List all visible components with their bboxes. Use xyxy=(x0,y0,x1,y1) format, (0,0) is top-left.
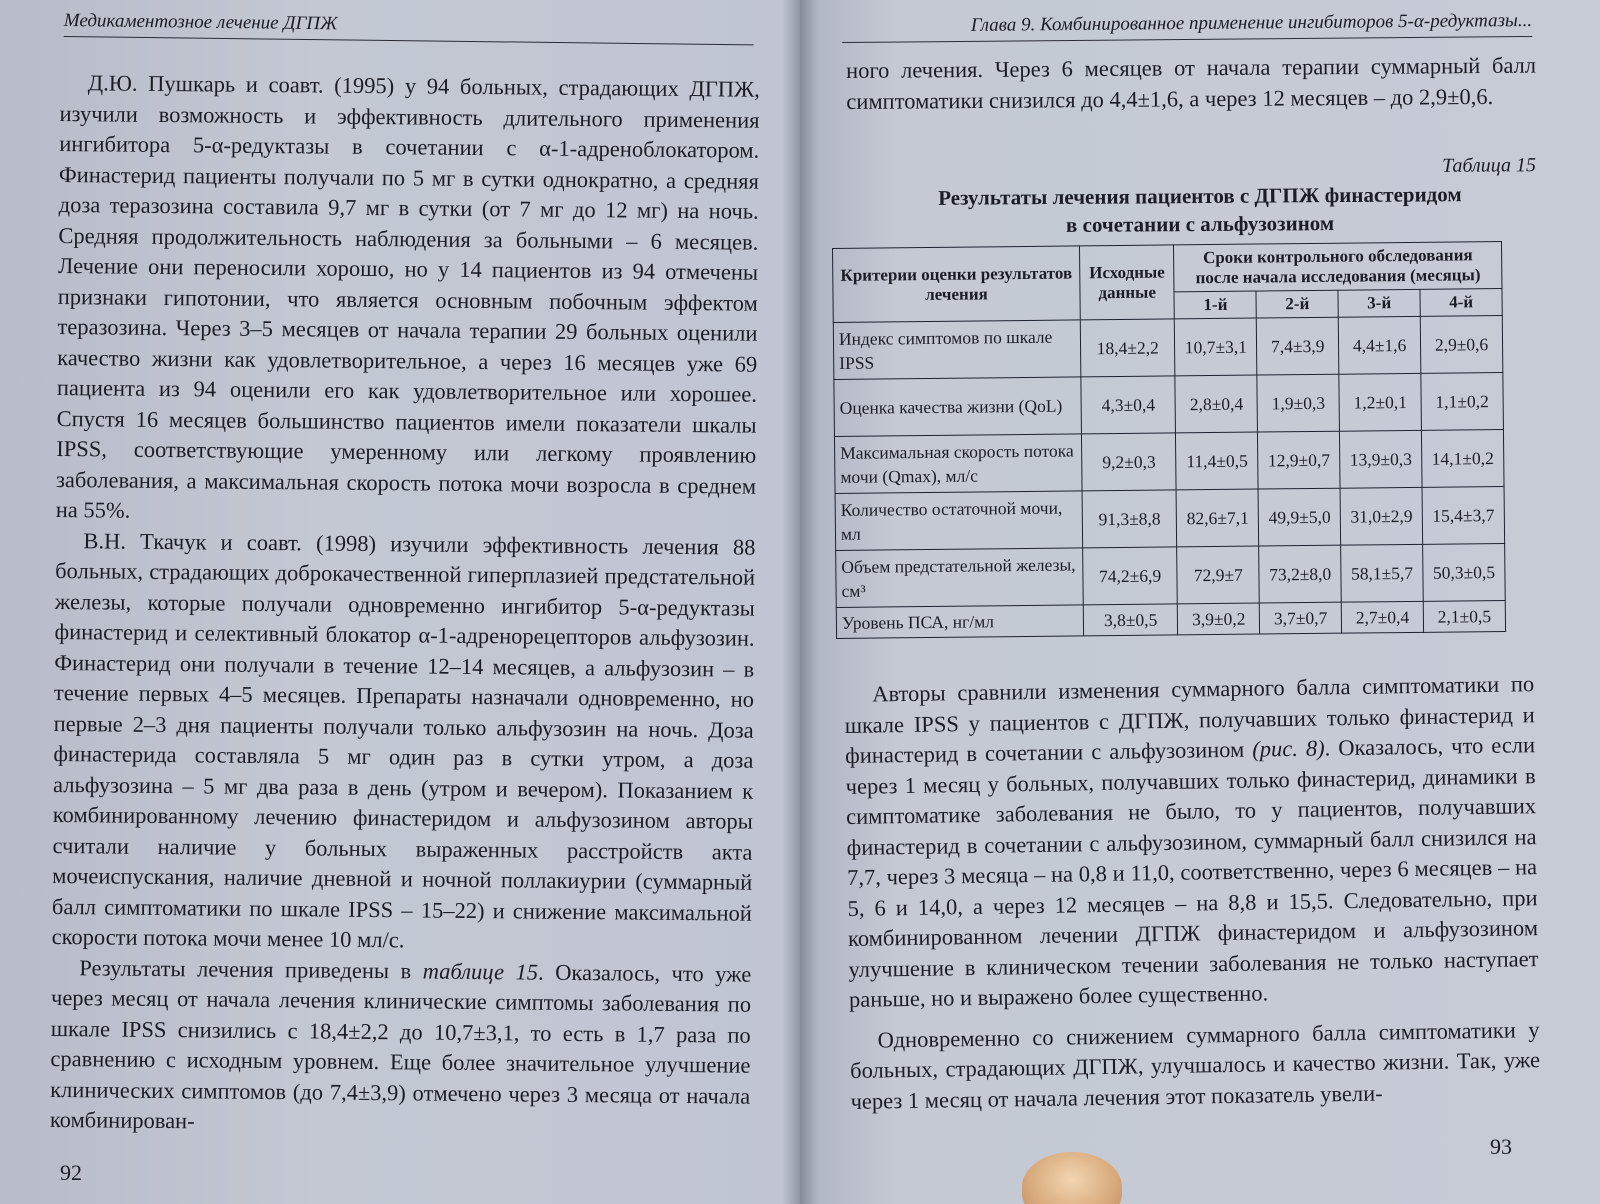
left-paragraph-3-end: . Оказалось, что уже через месяц от начала лечения клинические симптомы заболевания по шкале IPSS снизились с 18,4±2,2 до 10,7±3,1, то есть в 1,7 раза по сравнению с исходным уровнем. Еще более значительное улучшение клинических симптомов (до 7,4±3,9) отмечено через 3 месяца от начала комбинирован- xyxy=(49,959,752,1134)
row-month-3: 1,2±0,1 xyxy=(1339,373,1421,431)
figure-reference: (рис. 8) xyxy=(1252,735,1325,762)
left-paragraph-3 xyxy=(50,952,752,1142)
table-title-line-1: Результаты лечения пациентов с ДГПЖ финастеридом xyxy=(938,182,1462,210)
header-month-4: 4-й xyxy=(1420,288,1502,316)
left-running-head: Медикаментозное лечение ДГПЖ xyxy=(64,10,754,45)
left-paragraph-3-start: Результаты лечения приведены в xyxy=(79,954,423,984)
book-gutter xyxy=(782,0,818,1204)
left-paragraph-2: В.Н. Ткачук и соавт. (1998) изучили эффективность лечения 88 больных, страдающих доброкачественной гиперплазией предстательной железы, которые получали одновременно ингибитор 5-α-редуктазы финастерид и селективный блокатор α-1-адренорецепторов альфузозин. Финастерид они получали в течение 12–14 месяцев, а альфузозин – в течение первых 4–5 месяцев. Препараты назначали одновременно, но первые 2–3 дня пациенты получали только альфузозин на ночь. Доза финастерида составляла 5 мг один раз в сутки утром, а доза альфузозина – 5 мг два раза в день (утром и вечером). Показанием к комбинированному лечению финастеридом и альфузозином авторы считали наличие у больных выраженных расстройств акта мочеиспускания, наличие дневной и ночной поллакиурии (суммарный балл симптоматики по шкале IPSS – 15–22) и снижение максимальной скорости потока мочи менее 10 мл/с. xyxy=(51,527,756,953)
table-row xyxy=(834,372,1504,436)
right-bottom-text xyxy=(844,669,1541,1117)
header-month-1: 1-й xyxy=(1174,291,1256,319)
row-month-1: 82,6±7,1 xyxy=(1176,489,1258,547)
header-month-2: 2-й xyxy=(1256,290,1338,318)
row-baseline: 4,3±0,4 xyxy=(1081,376,1176,434)
row-month-1: 3,9±0,2 xyxy=(1178,603,1260,635)
row-baseline: 91,3±8,8 xyxy=(1082,490,1177,548)
table-title-line-2: в сочетании с альфузозином xyxy=(1065,211,1335,237)
header-baseline: Исходные данные xyxy=(1079,245,1174,320)
row-criterion: Объем предстательной железы, см³ xyxy=(836,548,1084,608)
header-followup: Сроки контрольного обследования после начала исследования (месяцы) xyxy=(1174,241,1502,291)
header-criteria: Критерии оценки результатов лечения xyxy=(833,246,1081,323)
table-row xyxy=(836,600,1505,638)
row-month-1: 10,7±3,1 xyxy=(1175,318,1257,376)
row-month-4: 1,1±0,2 xyxy=(1421,372,1504,430)
row-criterion: Уровень ПСА, нг/мл xyxy=(836,605,1083,639)
row-month-3: 31,0±2,9 xyxy=(1340,487,1422,545)
row-month-2: 73,2±8,0 xyxy=(1259,545,1341,603)
row-month-2: 7,4±3,9 xyxy=(1257,317,1339,375)
row-month-1: 11,4±0,5 xyxy=(1176,432,1258,490)
row-criterion: Количество остаточной мочи, мл xyxy=(835,491,1083,551)
right-paragraph-1-start: Авторы сравнили изменения суммарного балла симптоматики по шкале IPSS у пациентов с ДГПЖ, получавших только финастерид и финастерид в сочетании с альфузозином xyxy=(844,671,1535,768)
row-baseline: 3,8±0,5 xyxy=(1083,604,1178,636)
table-row xyxy=(835,486,1505,550)
left-body-text xyxy=(50,68,760,1142)
right-paragraph-1 xyxy=(844,669,1539,1015)
row-criterion: Оценка качества жизни (QoL) xyxy=(834,377,1082,437)
row-criterion: Индекс симптомов по шкале IPSS xyxy=(833,320,1081,380)
row-month-3: 13,9±0,3 xyxy=(1340,430,1422,488)
right-page-number: 93 xyxy=(1490,1134,1512,1159)
header-month-3: 3-й xyxy=(1338,289,1420,317)
row-month-1: 72,9±7 xyxy=(1177,546,1259,604)
row-month-4: 2,1±0,5 xyxy=(1423,600,1505,632)
row-month-3: 2,7±0,4 xyxy=(1341,601,1423,633)
row-month-4: 14,1±0,2 xyxy=(1422,429,1505,487)
row-month-2: 49,9±5,0 xyxy=(1258,488,1340,546)
row-month-2: 1,9±0,3 xyxy=(1257,374,1339,432)
left-page-number: 92 xyxy=(60,1160,82,1185)
row-month-4: 15,4±3,7 xyxy=(1422,486,1505,544)
row-baseline: 74,2±6,9 xyxy=(1083,547,1178,605)
fingertip xyxy=(1022,1152,1122,1204)
results-table xyxy=(832,241,1506,639)
table-label: Таблица 15 xyxy=(1441,154,1537,177)
right-paragraph-2: Одновременно со снижением суммарного балла симптоматики у больных, страдающих ДГПЖ, улучшалось и качество жизни. Так, уже через 1 месяц от начала лечения этот показатель увели- xyxy=(849,1016,1541,1114)
table-reference: таблице 15 xyxy=(422,958,539,985)
right-paragraph-1-end: . Оказалось, что если через 1 месяц у больных, получавших только финастерид, динамики в симптоматике заболевания не было, то у пациентов, получавших финастерид в сочетании с альфузозином, суммарный балл снизился на 7,7, через 3 месяца – на 0,8 и 11,0, соответственно, через 6 месяцев – на 5, 6 и 14,0, а через 12 месяцев – на 8,8 и 15,5. Следовательно, при комбинированном лечении ДГПЖ финастеридом и альфузозином улучшение в клиническом течении заболевания не только наступает раньше, но и выражено более существенно. xyxy=(845,732,1539,1012)
right-top-paragraph: ного лечения. Через 6 месяцев от начала терапии суммарный балл симптоматики снизился до 4,4±1,6, а через 12 месяцев – до 2,9±0,6. xyxy=(846,52,1537,114)
table-row xyxy=(836,543,1506,607)
row-month-1: 2,8±0,4 xyxy=(1175,375,1257,433)
row-month-3: 4,4±1,6 xyxy=(1338,316,1420,374)
right-page xyxy=(800,0,1600,1204)
right-running-head: Глава 9. Комбинированное применение ингибиторов 5-α-редуктазы... xyxy=(842,10,1532,43)
row-month-2: 3,7±0,7 xyxy=(1260,602,1342,634)
row-baseline: 18,4±2,2 xyxy=(1080,319,1175,377)
table-row xyxy=(833,315,1503,379)
row-month-2: 12,9±0,7 xyxy=(1258,431,1340,489)
left-paragraph-1: Д.Ю. Пушкарь и соавт. (1995) у 94 больных, страдающих ДГПЖ, изучили возможность и эффективность длительного применения ингибитора 5-α-редуктазы в сочетании с α-1-адреноблокатором. Финастерид пациенты получали по 5 мг в сутки однократно, а средняя доза теразозина составила 9,7 мг в сутки (от 7 мг до 12 мг) на ночь. Средняя продолжительность наблюдения за больными – 6 месяцев. Лечение они переносили хорошо, но у 14 пациентов из 94 отмечены признаки гипотонии, что является основным побочным эффектом теразозина. Через 3–5 месяцев от начала терапии 29 больных оценили качество жизни как удовлетворительное, а через 16 месяцев уже 69 пациента из 94 оценили его как удовлетворительное или хорошее. Спустя 16 месяцев большинство пациентов имели показатели шкалы IPSS, соответствующие умеренному или легкому проявлению заболевания, а максимальная скорость потока мочи возросла в среднем на 55%. xyxy=(55,70,760,523)
row-baseline: 9,2±0,3 xyxy=(1081,433,1176,491)
table-row xyxy=(834,429,1504,493)
row-month-4: 50,3±0,5 xyxy=(1423,543,1506,601)
row-criterion: Максимальная скорость потока мочи (Qmax), мл/с xyxy=(834,434,1082,494)
row-month-3: 58,1±5,7 xyxy=(1341,544,1423,602)
table-title xyxy=(860,180,1540,241)
right-top-text xyxy=(846,51,1536,117)
row-month-4: 2,9±0,6 xyxy=(1420,315,1503,373)
